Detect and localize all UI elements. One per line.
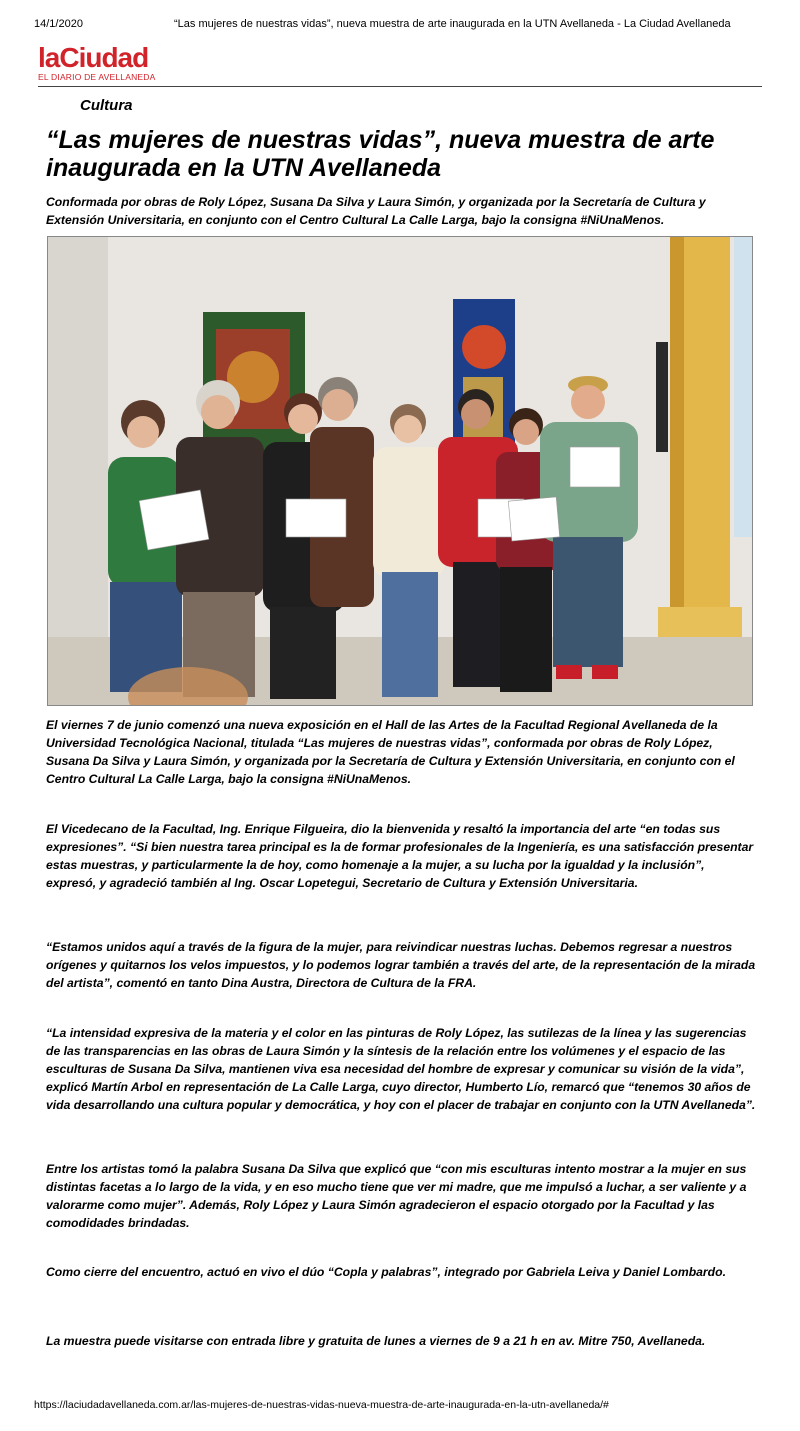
article-paragraph: “Estamos unidos aquí a través de la figura de la mujer, para reivindicar nuestras luchas. Debemos regresar a nuestros orígenes y quitarnos los velos impuestos, y lo podemos lograr también a través del arte, de la representación de la mirada del artista”, comentó en tanto Dina Austra, Directora de Cultura de la FRA. (46, 940, 756, 990)
article-subhead: Conformada por obras de Roly López, Susana Da Silva y Laura Simón, y organizada por la Secretaría de Cultura y Extensión Universitaria, en conjunto con el Centro Cultural La Calle Larga, bajo la consigna #NiUnaMenos. (46, 195, 706, 227)
site-logo[interactable] (38, 44, 238, 82)
article-paragraph: Como cierre del encuentro, actuó en vivo el dúo “Copla y palabras”, integrado por Gabriela Leiva y Daniel Lombardo. (46, 1265, 726, 1279)
article-headline: “Las mujeres de nuestras vidas”, nueva muestra de arte inaugurada en la UTN Avellaneda (46, 126, 715, 182)
article-paragraph: Entre los artistas tomó la palabra Susana Da Silva que explicó que “con mis esculturas intento mostrar a la mujer en sus distintas facetas a lo largo de la vida, y en eso mucho tiene que ver mi madre, que me impulsó a luchar, a ser valiente y a valorarme como mujer”. Además, Roly López y Laura Simón agradecieron el espacio otorgado por la Facultad y las comodidades brindadas. (46, 1162, 747, 1230)
logo-wordmark: laCiudad (38, 42, 149, 73)
print-footer-url: https://laciudadavellaneda.com.ar/las-mujeres-de-nuestras-vidas-nueva-muestra-de-arte-inaugurada-en-la-utn-avellaneda/# (34, 1399, 609, 1411)
article-paragraph: La muestra puede visitarse con entrada libre y gratuita de lunes a viernes de 9 a 21 h en av. Mitre 750, Avellaneda. (46, 1334, 706, 1348)
article-paragraph: “La intensidad expresiva de la materia y el color en las pinturas de Roly López, las sutilezas de la línea y las sugerencias de las transparencias en las obras de Laura Simón y la síntesis de la relación entre los volúmenes y el espacio de las esculturas de Susana Da Silva, mantienen viva esa necesidad del hombre de expresar y comunicar su visión de la vida”, explicó Martín Arbol en representación de La Calle Larga, cuyo director, Humberto Lío, remarcó que “tenemos 30 años de vida desarrollando una cultura popular y democrática, y hoy con el placer de trabajar en conjunto con la UTN Avellaneda”. (46, 1026, 756, 1112)
article-photo (47, 236, 753, 706)
header-divider (38, 86, 762, 87)
article-paragraph: El Vicedecano de la Facultad, Ing. Enrique Filgueira, dio la bienvenida y resaltó la importancia del arte “en todas sus expresiones”. “Si bien nuestra tarea principal es la de formar profesionales de la Ingeniería, es una satisfacción presentar estas muestras, y particularmente la de hoy, como homenaje a la mujer, a su lucha por la igualdad y la inclusión”, expresó, y agradeció también al Ing. Oscar Lopetegui, Secretario de Cultura y Extensión Universitaria. (46, 822, 754, 890)
logo-tagline: EL DIARIO DE AVELLANEDA (38, 72, 156, 82)
section-label[interactable]: Cultura (80, 97, 133, 114)
article-paragraph: El viernes 7 de junio comenzó una nueva exposición en el Hall de las Artes de la Facultad Regional Avellaneda de la Universidad Tecnológica Nacional, titulada “Las mujeres de nuestras vidas”, conformada por obras de Roly López, Susana Da Silva y Laura Simón, y organizada por la Secretaría de Cultura y Extensión Universitaria, en conjunto con el Centro Cultural La Calle Larga, bajo la consigna #NiUnaMenos. (46, 718, 735, 786)
print-date: 14/1/2020 (34, 18, 83, 30)
print-page-title: “Las mujeres de nuestras vidas”, nueva muestra de arte inaugurada en la UTN Avellaneda - La Ciudad Avellaneda (174, 18, 731, 30)
photo-illustration (48, 237, 752, 705)
